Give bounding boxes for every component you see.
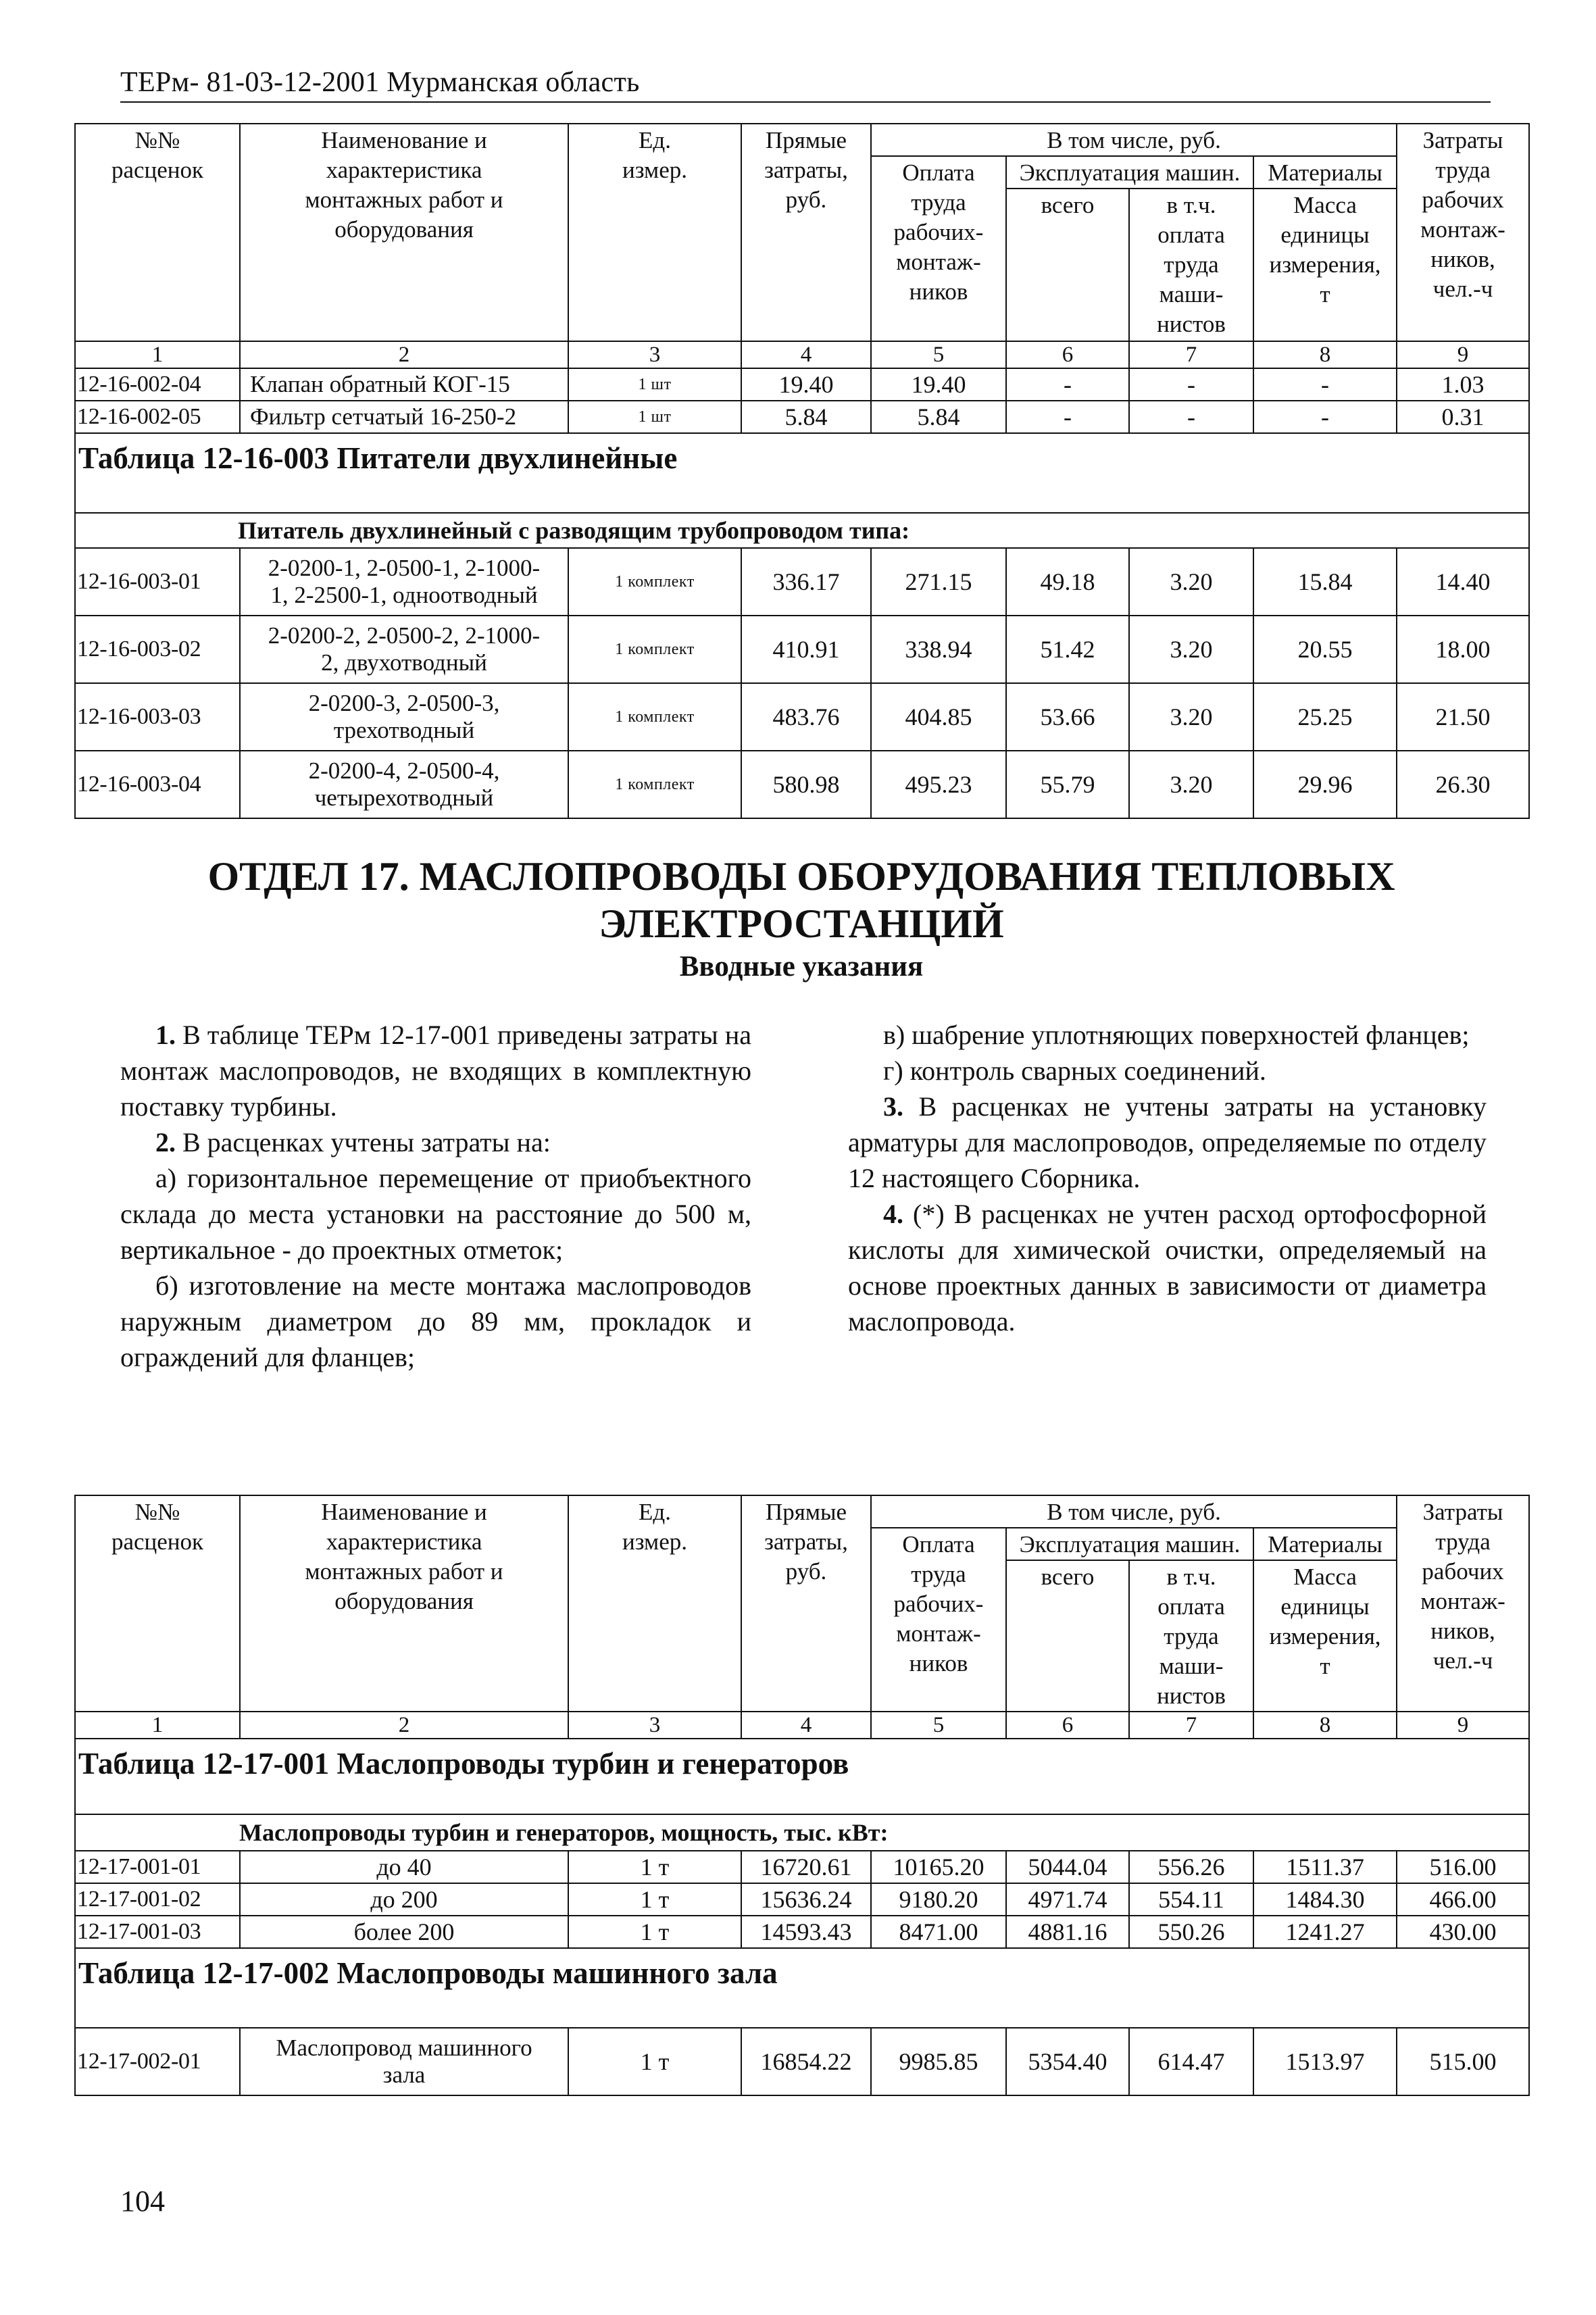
intro-item-a: а) горизонтальное перемещение от приобъектного склада до места установки на расстояние до 500 м, вертикальное - до проектных отметок; [120,1163,751,1265]
intro-right-column [848,1017,1487,1339]
header-direct: Прямые затраты, руб. [741,1495,871,1712]
page-number: 104 [120,2185,165,2218]
header-machinist-pay: в т.ч. оплата труда маши- нистов [1129,1560,1253,1712]
rates-table-bottom [74,1495,1530,2096]
header-direct: Прямые затраты, руб. [741,124,871,341]
intro-paragraph-1: 1. В таблице ТЕРм 12-17-001 приведены затраты на монтаж маслопроводов, не входящих в комплектную поставку турбины. [120,1020,751,1122]
table-row: 12-16-003-01 2-0200-1, 2-0500-1, 2-1000- 1, 2-2500-1, одноотводный 1 комплект 336.17 271.15 49.18 3.20 15.84 14.40 [75,548,1529,616]
table-row: 12-16-002-04 Клапан обратный КОГ-15 1 шт 19.40 19.40 - - - 1.03 [75,368,1529,401]
header-name: Наименование и характеристика монтажных работ и оборудования [240,1495,568,1712]
header-mass: Масса единицы измерения, т [1253,1560,1397,1712]
table-row: 12-16-002-05 Фильтр сетчатый 16-250-2 1 шт 5.84 5.84 - - - 0.31 [75,401,1529,433]
table-title: Таблица 12-17-002 Маслопроводы машинного зала [75,1948,1529,2028]
header-unit: Ед. измер. [568,124,741,341]
table-subtitle-row [75,513,1529,548]
header-machines-total: всего [1006,189,1129,341]
section-title: ОТДЕЛ 17. МАСЛОПРОВОДЫ ОБОРУДОВАНИЯ ТЕПЛОВЫХ ЭЛЕКТРОСТАНЦИЙ [207,854,1395,946]
section-subtitle: Вводные указания [679,951,924,982]
intro-left-column [120,1017,751,1375]
header-labor-pay: Оплата труда рабочих- монтаж- ников [871,1528,1006,1712]
table-title: Таблица 12-16-003 Питатели двухлинейные [75,433,1529,513]
intro-paragraph-4: 4. (*) В расценках не учтен расход ортофосфорной кислоты для химической очистки, определяемый на основе проектных данных в зависимости от диаметра маслопровода. [848,1199,1487,1337]
header-machines: Эксплуатация машин. [1006,156,1253,189]
header-machinist-pay: в т.ч. оплата труда маши- нистов [1129,189,1253,341]
table-subtitle: Маслопроводы турбин и генераторов, мощность, тыс. кВт: [75,1814,1529,1851]
table-row: 12-17-001-01 до 40 1 т 16720.61 10165.20 5044.04 556.26 1511.37 516.00 [75,1851,1529,1883]
column-numbers-row: 1 2 3 4 5 6 7 8 9 [75,1712,1529,1739]
rates-table-top [74,123,1530,819]
intro-item-g: г) контроль сварных соединений. [883,1055,1266,1086]
header-including: В том числе, руб. [871,124,1397,156]
header-name: Наименование и характеристика монтажных работ и оборудования [240,124,568,341]
table-row: 12-16-003-03 2-0200-3, 2-0500-3, трехотводный 1 комплект 483.76 404.85 53.66 3.20 25.25 21.50 [75,683,1529,751]
header-labor-hours: Затраты труда рабочих монтаж- ников, чел.-ч [1397,1495,1529,1712]
table-title-row [75,433,1529,513]
header-machines-total: всего [1006,1560,1129,1712]
header-labor-pay: Оплата труда рабочих- монтаж- ников [871,156,1006,341]
column-numbers-row: 1 2 3 4 5 6 7 8 9 [75,341,1529,368]
table-title-row [75,1739,1529,1814]
table-title: Таблица 12-17-001 Маслопроводы турбин и генераторов [75,1739,1529,1814]
header-rule [120,101,1491,103]
header-mass: Масса единицы измерения, т [1253,189,1397,341]
table-row: 12-17-001-02 до 200 1 т 15636.24 9180.20 4971.74 554.11 1484.30 466.00 [75,1883,1529,1916]
table-row: 12-16-003-02 2-0200-2, 2-0500-2, 2-1000- 2, двухотводный 1 комплект 410.91 338.94 51.42 3.20 20.55 18.00 [75,616,1529,683]
table-header-row [75,124,1529,156]
table-subtitle-row [75,1814,1529,1851]
header-labor-hours: Затраты труда рабочих монтаж- ников, чел.-ч [1397,124,1529,341]
intro-paragraph-2: 2. В расценках учтены затраты на: [155,1127,551,1158]
table-row: 12-17-002-01 Маслопровод машинного зала 1 т 16854.22 9985.85 5354.40 614.47 1513.97 515.00 [75,2028,1529,2095]
running-header: ТЕРм- 81-03-12-2001 Мурманская область [120,67,640,98]
intro-paragraph-3: 3. В расценках не учтены затраты на установку арматуры для маслопроводов, определяемые по отделу 12 настоящего Сборника. [848,1091,1487,1193]
header-machines: Эксплуатация машин. [1006,1528,1253,1560]
intro-item-v: в) шабрение уплотняющих поверхностей фланцев; [883,1020,1470,1050]
header-including: В том числе, руб. [871,1495,1397,1528]
header-unit: Ед. измер. [568,1495,741,1712]
table-row: 12-17-001-03 более 200 1 т 14593.43 8471.00 4881.16 550.26 1241.27 430.00 [75,1916,1529,1948]
header-code: №№ расценок [75,1495,240,1712]
header-code: №№ расценок [75,124,240,341]
intro-item-b: б) изготовление на месте монтажа маслопроводов наружным диаметром до 89 мм, прокладок и ограждений для фланцев; [120,1270,751,1372]
table-row: 12-16-003-04 2-0200-4, 2-0500-4, четырехотводный 1 комплект 580.98 495.23 55.79 3.20 29.96 26.30 [75,751,1529,818]
table-title-row [75,1948,1529,2028]
table-header-row [75,1495,1529,1528]
header-materials: Материалы [1253,1528,1397,1560]
table-subtitle: Питатель двухлинейный с разводящим трубопроводом типа: [75,513,1529,548]
header-materials: Материалы [1253,156,1397,189]
